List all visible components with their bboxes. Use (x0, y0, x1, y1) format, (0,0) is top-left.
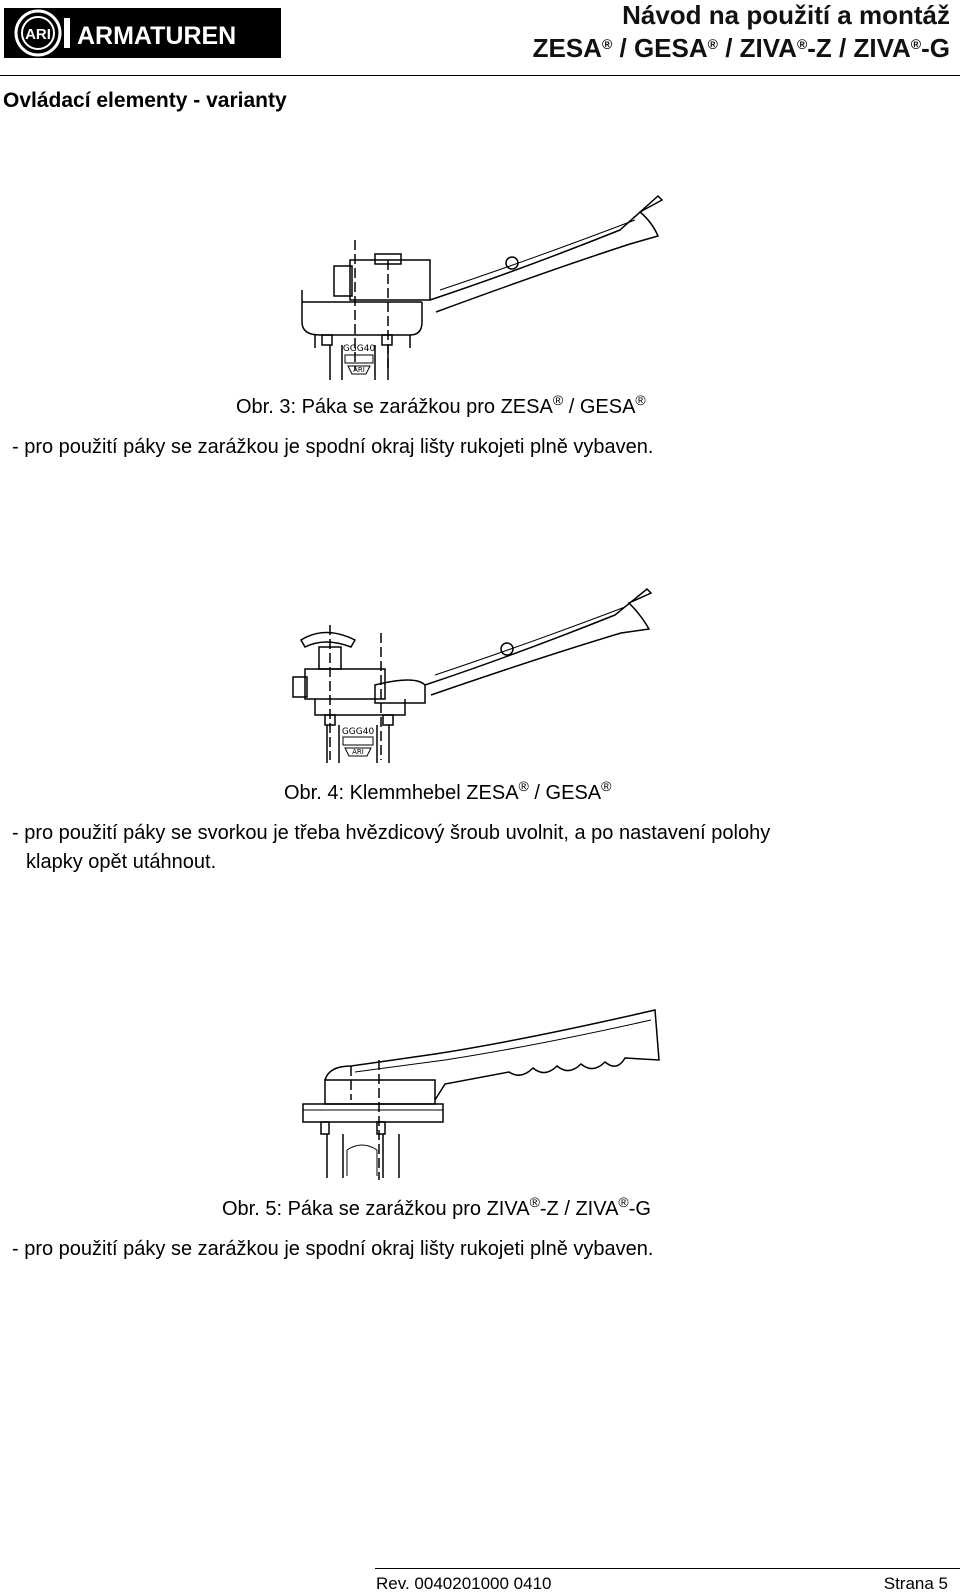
casting-label: GGG40 (341, 727, 375, 737)
document-title: Návod na použití a montáž (622, 0, 950, 30)
footer-divider (375, 1568, 960, 1569)
revision-number: Rev. 0040201000 0410 (376, 1574, 552, 1593)
casting-label: GGG40 (342, 344, 376, 354)
casting-ari-mark: ARI (353, 366, 365, 374)
figure-5-caption: Obr. 5: Páka se zarážkou pro ZIVA®-Z / ZIVA®-G (222, 1194, 651, 1220)
figure-3-note: - pro použití páky se zarážkou je spodní okraj lišty rukojeti plně vybaven. (12, 436, 654, 458)
ari-armaturen-logo (4, 8, 281, 58)
logo-word-text: ARMATUREN (77, 22, 237, 50)
figure-3-caption: Obr. 3: Páka se zarážkou pro ZESA® / GESA® (236, 392, 646, 418)
figure-4-note: - pro použití páky se svorkou je třeba hvězdicový šroub uvolnit, a po nastavení polohy klapky opět utáhnout. (12, 822, 771, 873)
figure-4-caption: Obr. 4: Klemmhebel ZESA® / GESA® (284, 778, 612, 804)
figure-5-note: - pro použití páky se zarážkou je spodní okraj lišty rukojeti plně vybaven. (12, 1238, 654, 1260)
section-title: Ovládací elementy - varianty (3, 89, 287, 112)
page-number: Strana 5 (883, 1574, 948, 1593)
header-divider (0, 75, 960, 76)
logo-mark-text: ARI (25, 26, 51, 43)
figure-3-lever-drawing (290, 190, 670, 385)
figure-5-lever-drawing (295, 1000, 670, 1185)
figure-4-clamp-lever-drawing (285, 585, 665, 770)
casting-ari-mark: ARI (352, 748, 364, 756)
product-line: ZESA® / GESA® / ZIVA®-Z / ZIVA®-G (532, 33, 950, 63)
